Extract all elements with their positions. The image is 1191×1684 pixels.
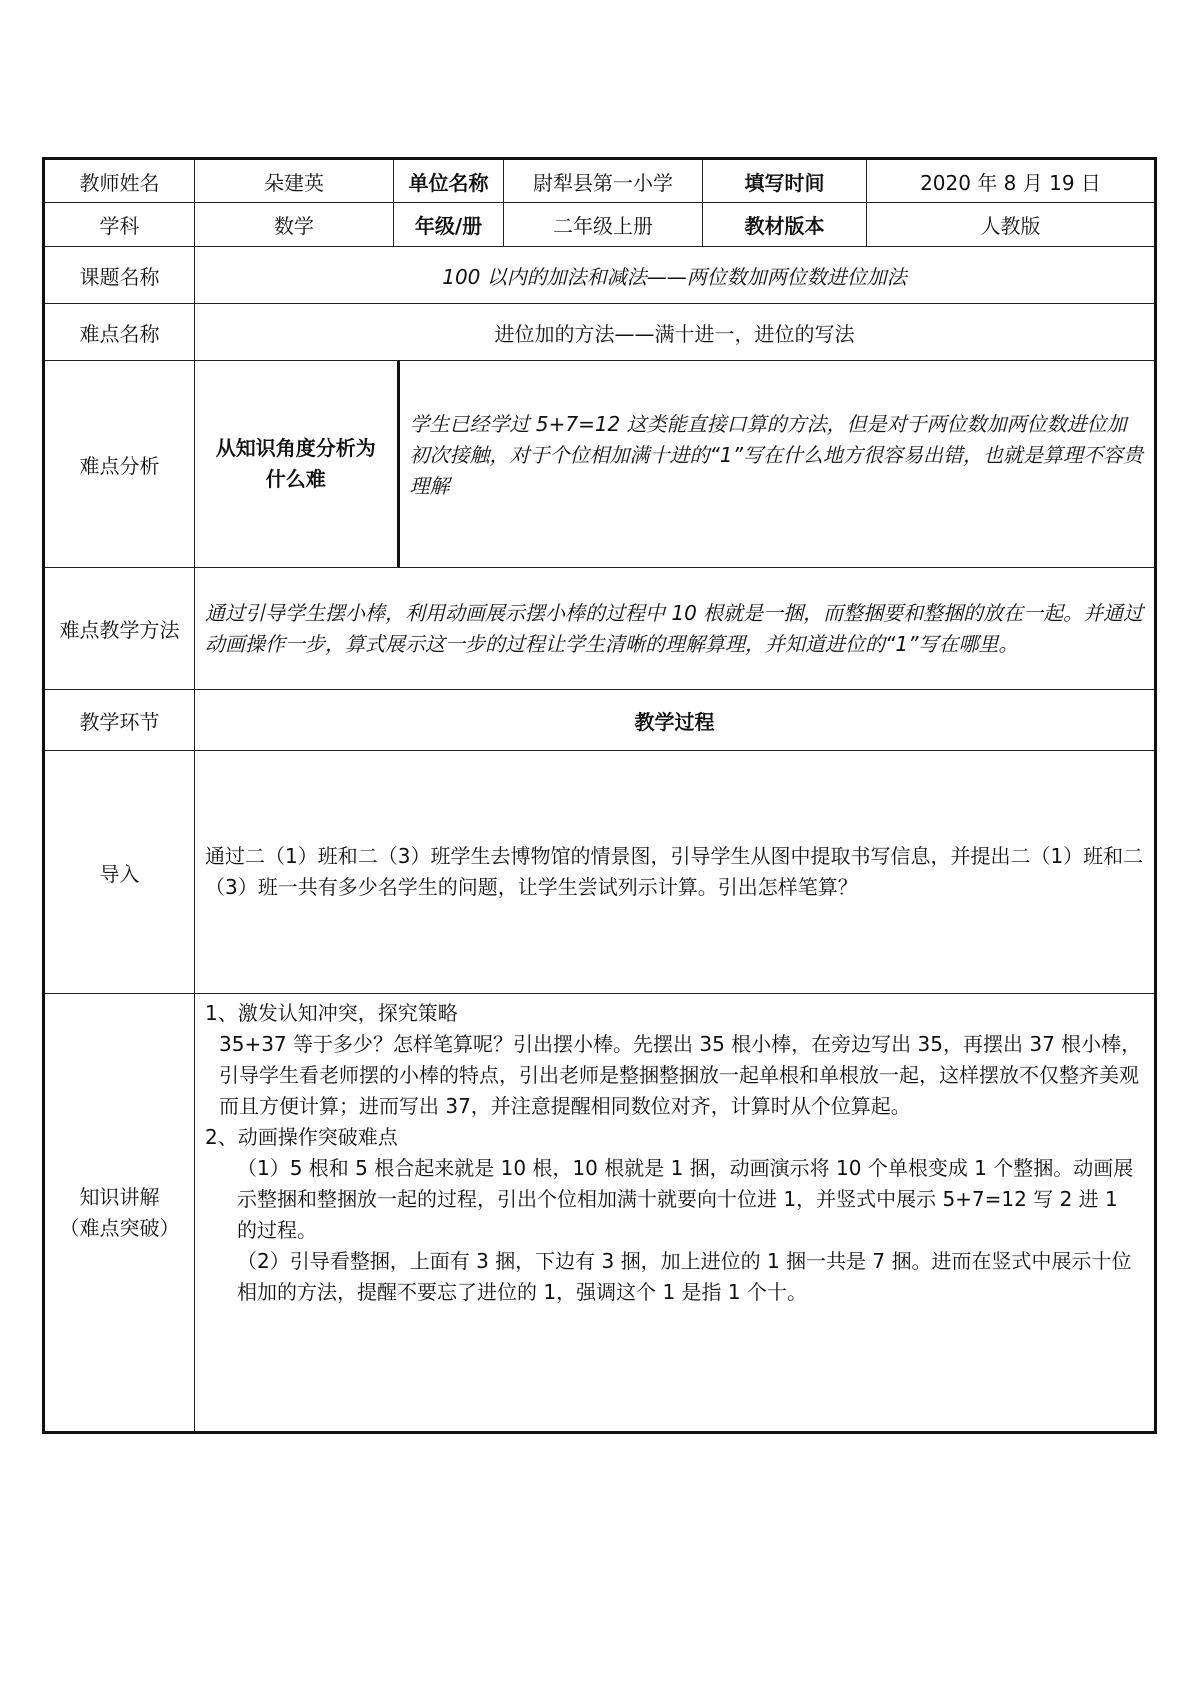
analysis-content <box>195 361 1156 568</box>
process-stage-label: 教学环节 <box>44 690 195 751</box>
topic-row <box>44 247 1156 304</box>
process-title: 教学过程 <box>195 690 1156 751</box>
topic-value: 100 以内的加法和减法——两位数加两位数进位加法 <box>195 247 1156 304</box>
method-row <box>44 568 1156 690</box>
intro-row <box>44 751 1156 994</box>
date-label: 填写时间 <box>703 159 867 203</box>
date-value: 2020 年 8 月 19 日 <box>867 159 1156 203</box>
knowledge-label-line1: 知识讲解 <box>79 1184 160 1209</box>
lesson-plan-table <box>42 157 1157 1434</box>
header-row-1 <box>44 159 1156 203</box>
grade-label: 年级/册 <box>394 203 504 247</box>
knowledge-p1-title: 1、激发认知冲突，探究策略 <box>205 1001 458 1025</box>
knowledge-content <box>195 994 1156 1433</box>
process-header-row <box>44 690 1156 751</box>
knowledge-p2-item2: （2）引导看整捆，上面有 3 捆，下边有 3 捆，加上进位的 1 捆一共是 7 捆。进而在竖式中展示十位相加的方法，提醒不要忘了进位的 1，强调这个 1 是指 1 个十。 <box>237 1249 1132 1304</box>
unit-value: 尉犁县第一小学 <box>504 159 703 203</box>
method-text: 通过引导学生摆小棒，利用动画展示摆小棒的过程中 10 根就是一捆，而整捆要和整捆的放在一起。并通过动画操作一步，算式展示这一步的过程让学生清晰的理解算理，并知道进位的“1”写在哪里。 <box>195 568 1156 690</box>
lesson-plan-sheet <box>42 157 1154 1434</box>
difficulty-label: 难点名称 <box>44 304 195 361</box>
intro-label: 导入 <box>44 751 195 994</box>
difficulty-value: 进位加的方法——满十进一，进位的写法 <box>195 304 1156 361</box>
knowledge-p1-body: 35+37 等于多少？怎样笔算呢？引出摆小棒。先摆出 35 根小棒，在旁边写出 35，再摆出 37 根小棒，引导学生看老师摆的小棒的特点，引出老师是整捆整捆放一起单根和单根放一起，这样摆放不仅整齐美观而且方便计算；进而写出 37，并注意提醒相同数位对齐，计算时从个位算起。 <box>219 1032 1142 1118</box>
subject-label: 学科 <box>44 203 195 247</box>
analysis-label: 难点分析 <box>44 361 195 568</box>
analysis-row <box>44 361 1156 568</box>
edition-label: 教材版本 <box>703 203 867 247</box>
difficulty-row <box>44 304 1156 361</box>
teacher-value: 朵建英 <box>195 159 394 203</box>
unit-label: 单位名称 <box>394 159 504 203</box>
analysis-text: 学生已经学过 5+7=12 这类能直接口算的方法，但是对于两位数加两位数进位加初次接触，对于个位相加满十进的“1”写在什么地方很容易出错，也就是算理不容贵理解 <box>409 412 1143 498</box>
grade-value: 二年级上册 <box>504 203 703 247</box>
edition-value: 人教版 <box>867 203 1156 247</box>
knowledge-p2-item1: （1）5 根和 5 根合起来就是 10 根，10 根就是 1 捆，动画演示将 10 个单根变成 1 个整捆。动画展示整捆和整捆放一起的过程，引出个位相加满十就要向十位进 1，并竖式中展示 5+7=12 写 2 进 1 的过程。 <box>237 1156 1134 1242</box>
header-row-2 <box>44 203 1156 247</box>
method-label: 难点教学方法 <box>44 568 195 690</box>
analysis-inner-table <box>195 361 1154 567</box>
knowledge-row <box>44 994 1156 1433</box>
knowledge-label <box>44 994 195 1433</box>
knowledge-p2-title: 2、动画操作突破难点 <box>205 1125 398 1149</box>
intro-text: 通过二（1）班和二（3）班学生去博物馆的情景图，引导学生从图中提取书写信息，并提出二（1）班和二（3）班一共有多少名学生的问题，让学生尝试列示计算。引出怎样笔算？ <box>195 751 1156 994</box>
subject-value: 数学 <box>195 203 394 247</box>
knowledge-label-line2: （难点突破） <box>59 1215 180 1240</box>
teacher-label: 教师姓名 <box>44 159 195 203</box>
analysis-angle: 从知识角度分析为什么难 <box>195 361 398 567</box>
topic-label: 课题名称 <box>44 247 195 304</box>
